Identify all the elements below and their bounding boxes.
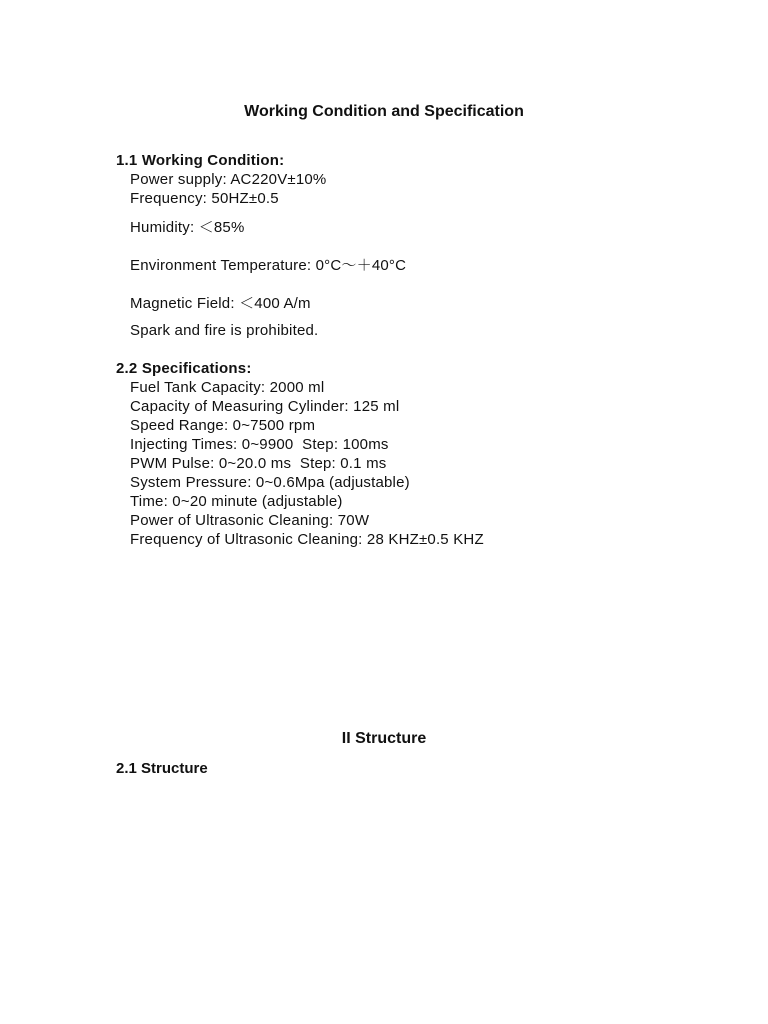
working-condition-heading: 1.1 Working Condition: — [116, 152, 285, 169]
working-condition-item: Spark and fire is prohibited. — [130, 322, 319, 339]
specifications-heading: 2.2 Specifications: — [116, 360, 252, 377]
specification-item: Injecting Times: 0~9900 Step: 100ms — [130, 436, 389, 453]
specification-item: Frequency of Ultrasonic Cleaning: 28 KHZ±0.5 KHZ — [130, 531, 484, 548]
specification-item: Speed Range: 0~7500 rpm — [130, 417, 316, 434]
working-condition-item: Frequency: 50HZ±0.5 — [130, 190, 279, 207]
structure-heading: 2.1 Structure — [116, 760, 208, 777]
working-condition-item: Magnetic Field: ＜400 A/m — [130, 295, 311, 312]
specification-item: Time: 0~20 minute (adjustable) — [130, 493, 343, 510]
structure-title: II Structure — [341, 730, 427, 747]
specification-item: Fuel Tank Capacity: 2000 ml — [130, 379, 325, 396]
working-condition-item: Power supply: AC220V±10% — [130, 171, 327, 188]
specification-item: Power of Ultrasonic Cleaning: 70W — [130, 512, 370, 529]
specification-item: PWM Pulse: 0~20.0 ms Step: 0.1 ms — [130, 455, 387, 472]
working-condition-item: Humidity: ＜85% — [130, 219, 245, 236]
specification-item: Capacity of Measuring Cylinder: 125 ml — [130, 398, 400, 415]
document-title: Working Condition and Specification — [244, 103, 524, 120]
working-condition-item: Environment Temperature: 0°C～＋40°C — [130, 257, 407, 274]
specification-item: System Pressure: 0~0.6Mpa (adjustable) — [130, 474, 410, 491]
